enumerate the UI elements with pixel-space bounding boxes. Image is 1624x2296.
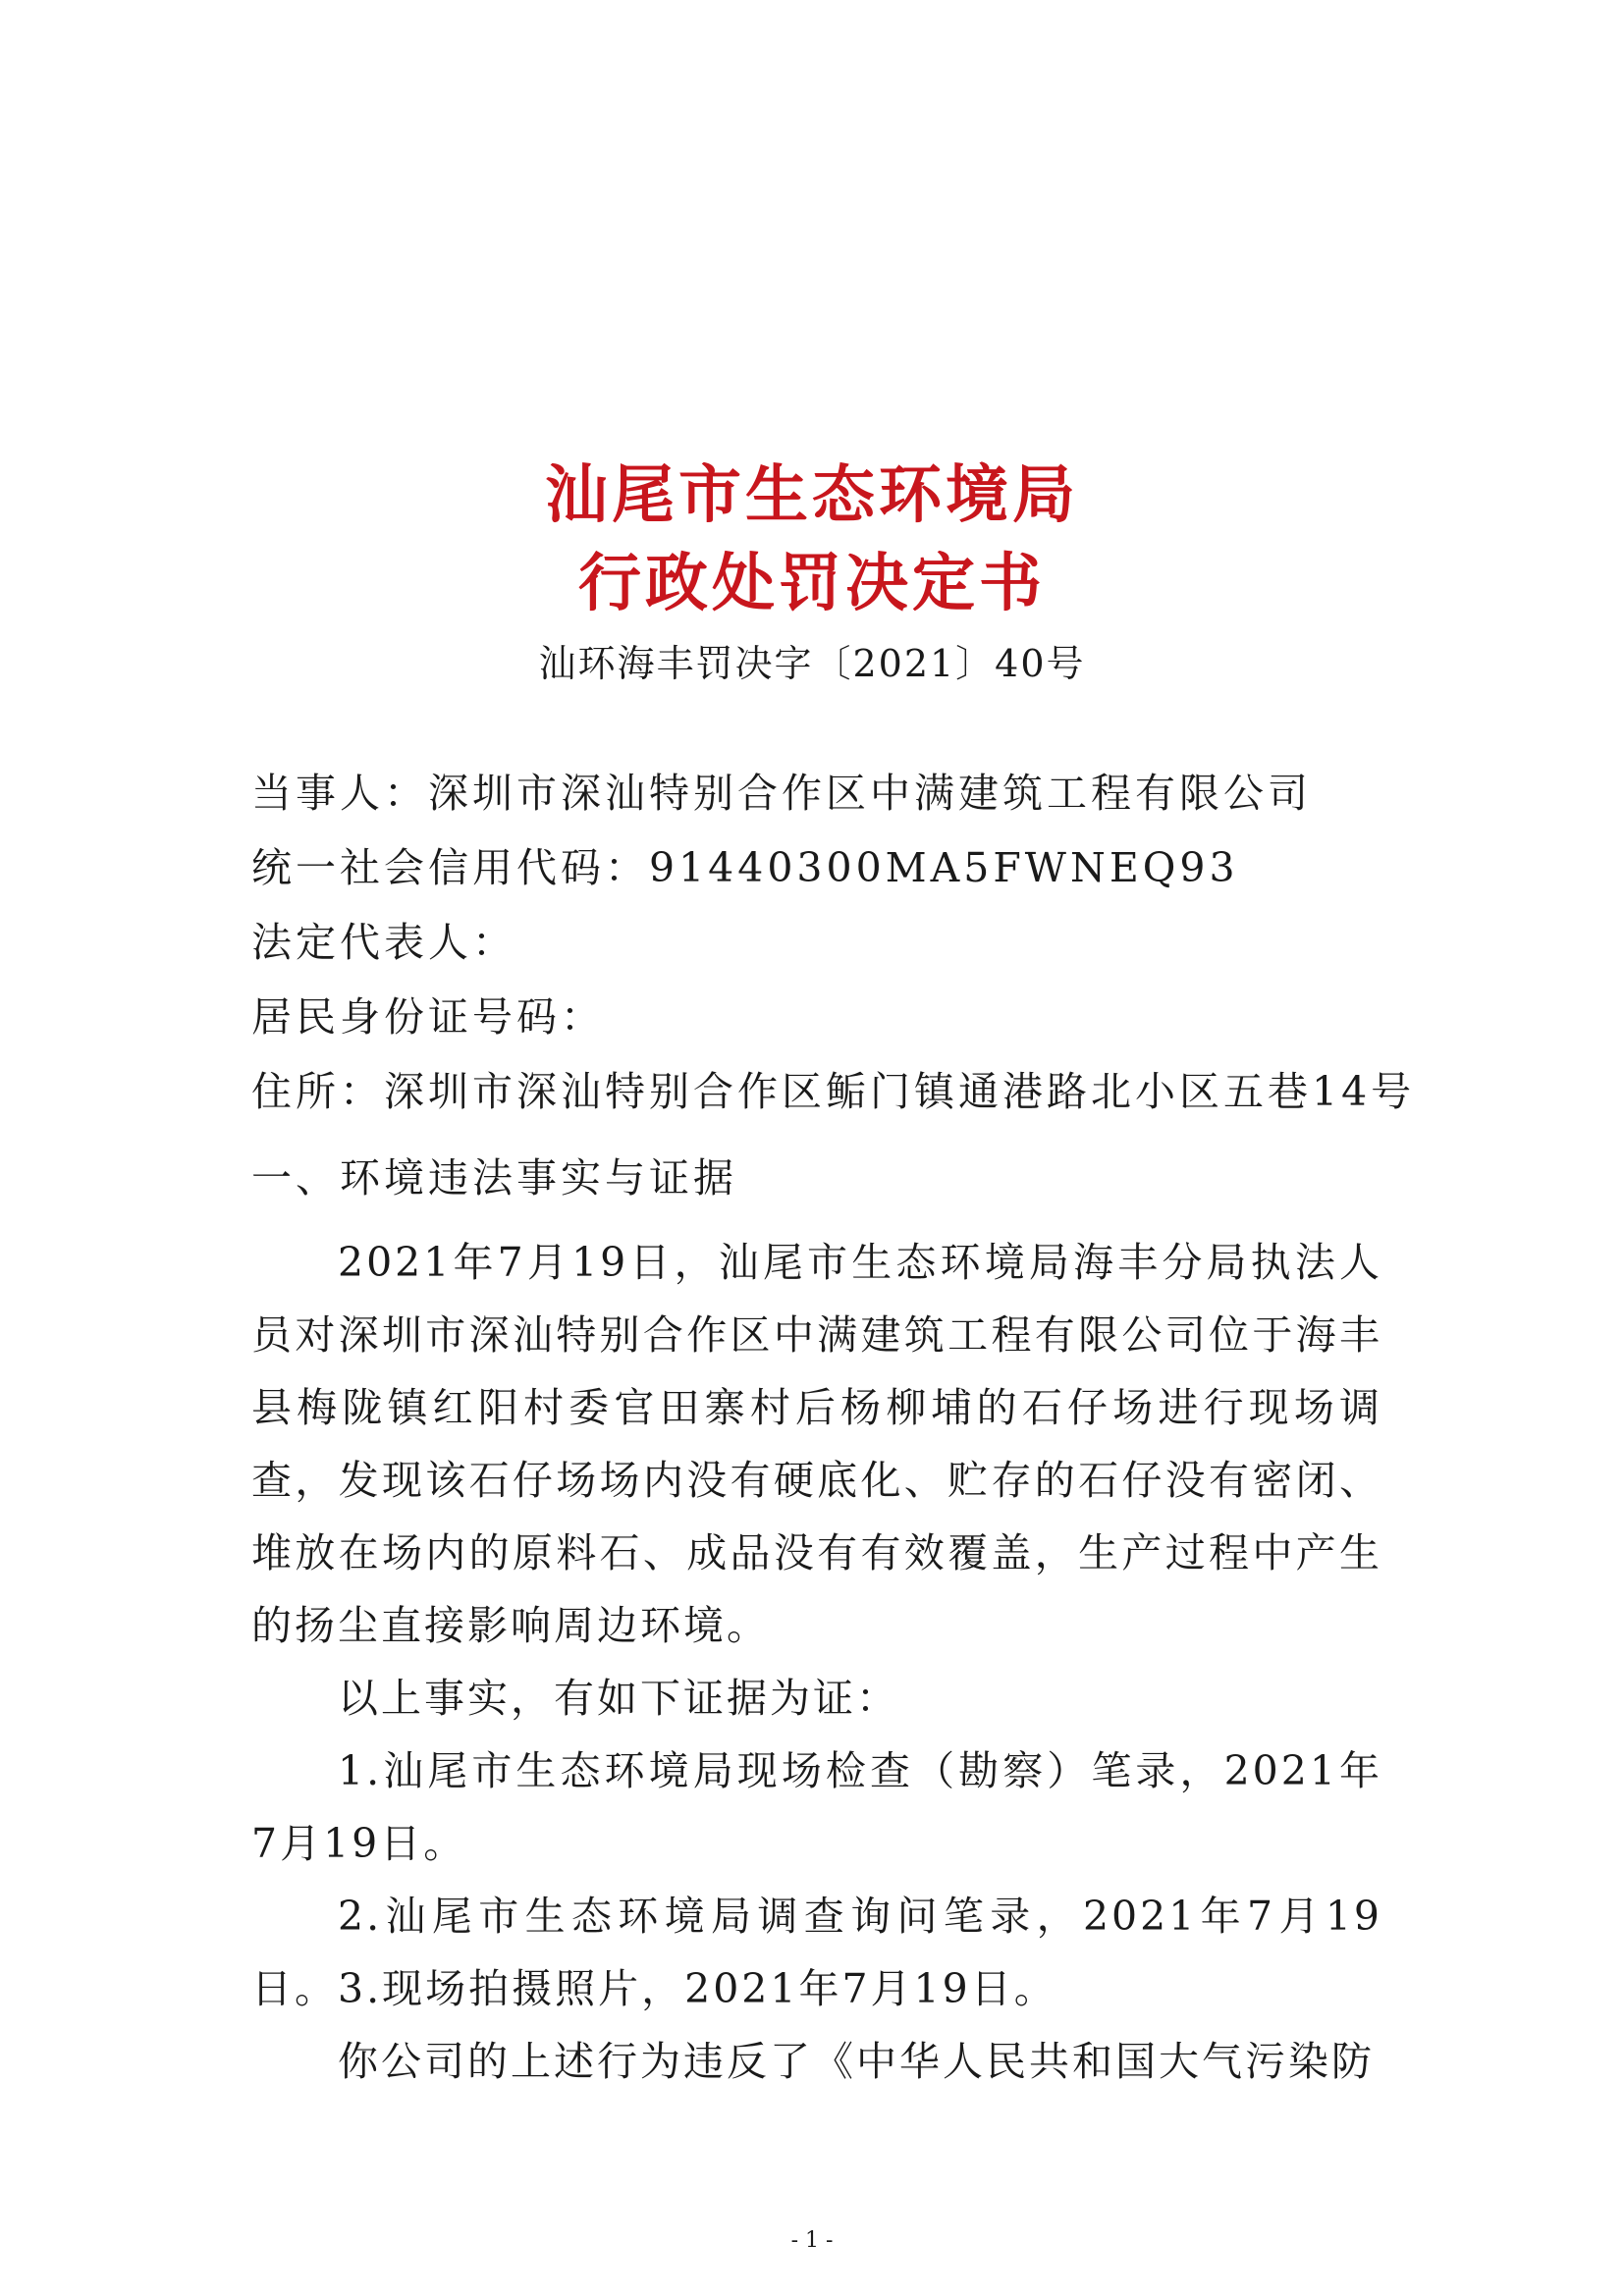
legal-representative: 法定代表人： [251,919,516,966]
evidence-item-3: 3.现场拍摄照片，2021年7月19日。 [338,1965,1057,2012]
page-number: - 1 - [790,2228,834,2253]
evidence-item-1: 1.汕尾市生态环境局现场检查（勘察）笔录，2021年7月19日。 [251,1747,1382,1867]
violation-paragraph: 你公司的上述行为违反了《中华人民共和国大气污染防 [338,2038,1375,2085]
evidence-intro: 以上事实，有如下证据为证： [338,1675,899,1722]
facts-paragraph: 2021年7月19日，汕尾市生态环境局海丰分局执法人员对深圳市深汕特别合作区中满建筑工程有限公司位于海丰县梅陇镇红阳村委官田寨村后杨柳埔的石仔场进行现场调查，发现该石仔场场内没有硬底化、贮存的石仔没有密闭、堆放在场内的原料石、成品没有有效覆盖，生产过程中产生的扬尘直接影响周边环境。 [251,1239,1382,1649]
address: 住所：深圳市深汕特别合作区鲘门镇通港路北小区五巷14号 [251,1068,1416,1115]
document-title-line1: 汕尾市生态环境局 [545,458,1079,532]
id-number: 居民身份证号码： [251,993,605,1041]
evidence-item-2: 2.汕尾市生态环境局调查询问笔录，2021年7月19日。 [251,1893,1382,2012]
party-name: 当事人：深圳市深汕特别合作区中满建筑工程有限公司 [251,770,1312,817]
credit-code: 统一社会信用代码：91440300MA5FWNEQ93 [251,844,1239,891]
section-heading: 一、环境违法事实与证据 [251,1154,737,1201]
document-number: 汕环海丰罚决字〔2021〕40号 [538,642,1086,685]
document-title-line2: 行政处罚决定书 [578,547,1046,620]
